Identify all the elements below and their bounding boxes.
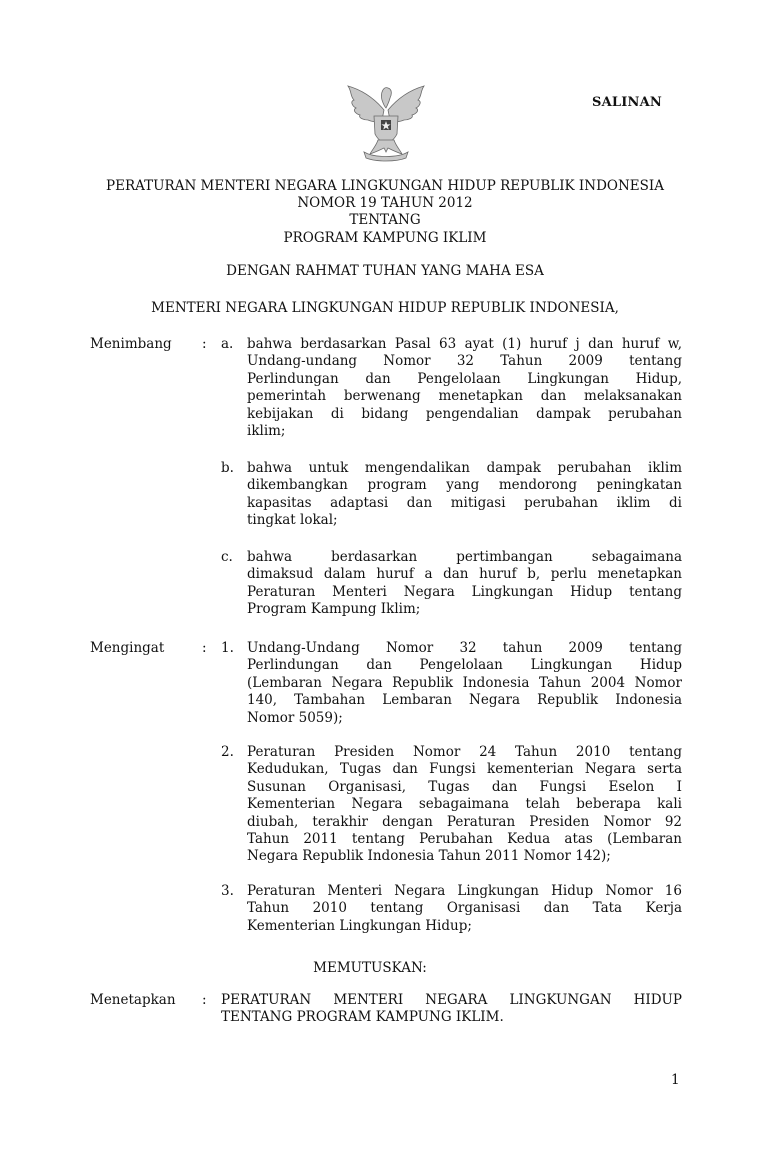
item-mark: 1. <box>221 640 234 656</box>
page-number: 1 <box>671 1072 680 1088</box>
text-line: Tahun 2010 tentang Organisasi dan Tata Kerja <box>247 900 682 917</box>
text-line: kebijakan di bidang pengendalian dampak perubahan <box>247 405 682 422</box>
text-line: Peraturan Menteri Negara Lingkungan Hidup Nomor 16 <box>247 883 682 899</box>
text-line: diubah, terakhir dengan Peraturan Presiden Nomor 92 <box>247 813 682 830</box>
text-line: Susunan Organisasi, Tugas dan Fungsi Eselon I <box>247 778 682 795</box>
text-line: 140, Tambahan Lembaran Negara Republik Indonesia <box>247 692 682 709</box>
memutuskan-heading: MEMUTUSKAN: <box>313 960 427 976</box>
text-line: Peraturan Menteri Negara Lingkungan Hidup tentang <box>247 583 682 600</box>
text-line: Kementerian Lingkungan Hidup; <box>247 917 472 934</box>
item-mark: 2. <box>221 744 234 760</box>
text-line: tingkat lokal; <box>247 512 338 529</box>
text-line: pemerintah berwenang menetapkan dan melaksanakan <box>247 388 682 405</box>
item-text <box>247 883 682 935</box>
item-mark: b. <box>221 460 234 476</box>
item-mark: a. <box>221 336 234 352</box>
section-colon: : <box>202 640 207 656</box>
item-text <box>247 460 682 530</box>
document-title <box>90 178 680 247</box>
section-colon: : <box>202 336 207 352</box>
section-label: Mengingat <box>90 640 165 656</box>
section-label: Menetapkan <box>90 992 176 1008</box>
text-line: TENTANG PROGRAM KAMPUNG IKLIM. <box>221 1009 504 1026</box>
item-mark: c. <box>221 549 233 565</box>
text-line: Perlindungan dan Pengelolaan Lingkungan Hidup <box>247 657 682 674</box>
invocation: DENGAN RAHMAT TUHAN YANG MAHA ESA <box>226 263 544 279</box>
title-line: PERATURAN MENTERI NEGARA LINGKUNGAN HIDUP REPUBLIK INDONESIA <box>106 178 664 194</box>
text-line: bahwa berdasarkan Pasal 63 ayat (1) huruf j dan huruf w, <box>247 336 682 352</box>
menetapkan-text <box>221 992 682 1027</box>
text-line: Kedudukan, Tugas dan Fungsi kementerian Negara serta <box>247 761 682 778</box>
text-line: Program Kampung Iklim; <box>247 601 421 618</box>
text-line: Negara Republik Indonesia Tahun 2011 Nomor 142); <box>247 848 611 865</box>
text-line: Undang-Undang Nomor 32 tahun 2009 tentang <box>247 640 682 656</box>
item-text <box>247 336 682 440</box>
text-line: (Lembaran Negara Republik Indonesia Tahun 2004 Nomor <box>247 674 682 691</box>
text-line: Undang-undang Nomor 32 Tahun 2009 tentang <box>247 353 682 370</box>
text-line: PERATURAN MENTERI NEGARA LINGKUNGAN HIDUP <box>221 992 682 1008</box>
text-line: bahwa berdasarkan pertimbangan sebagaimana <box>247 549 682 565</box>
minister-heading: MENTERI NEGARA LINGKUNGAN HIDUP REPUBLIK INDONESIA, <box>151 300 619 316</box>
title-subject: PROGRAM KAMPUNG IKLIM <box>283 229 487 246</box>
title-tentang: TENTANG <box>349 212 421 229</box>
text-line: kapasitas adaptasi dan mitigasi perubahan iklim di <box>247 494 682 511</box>
text-line: dikembangkan program yang mendorong peningkatan <box>247 477 682 494</box>
text-line: Nomor 5059); <box>247 709 343 726</box>
text-line: Peraturan Presiden Nomor 24 Tahun 2010 tentang <box>247 744 682 760</box>
item-text <box>247 549 682 619</box>
text-line: Kementerian Negara sebagaimana telah beberapa kali <box>247 796 682 813</box>
text-line: bahwa untuk mengendalikan dampak perubahan iklim <box>247 460 682 476</box>
item-text <box>247 640 682 727</box>
text-line: Perlindungan dan Pengelolaan Lingkungan Hidup, <box>247 370 682 387</box>
salinan-stamp: SALINAN <box>592 95 662 110</box>
section-colon: : <box>202 992 207 1008</box>
text-line: iklim; <box>247 423 286 440</box>
garuda-emblem-icon <box>340 76 432 162</box>
text-line: dimaksud dalam huruf a dan huruf b, perlu menetapkan <box>247 566 682 583</box>
title-number: NOMOR 19 TAHUN 2012 <box>297 195 473 212</box>
text-line: Tahun 2011 tentang Perubahan Kedua atas (Lembaran <box>247 831 682 848</box>
item-mark: 3. <box>221 883 234 899</box>
section-label: Menimbang <box>90 336 172 352</box>
item-text <box>247 744 682 866</box>
